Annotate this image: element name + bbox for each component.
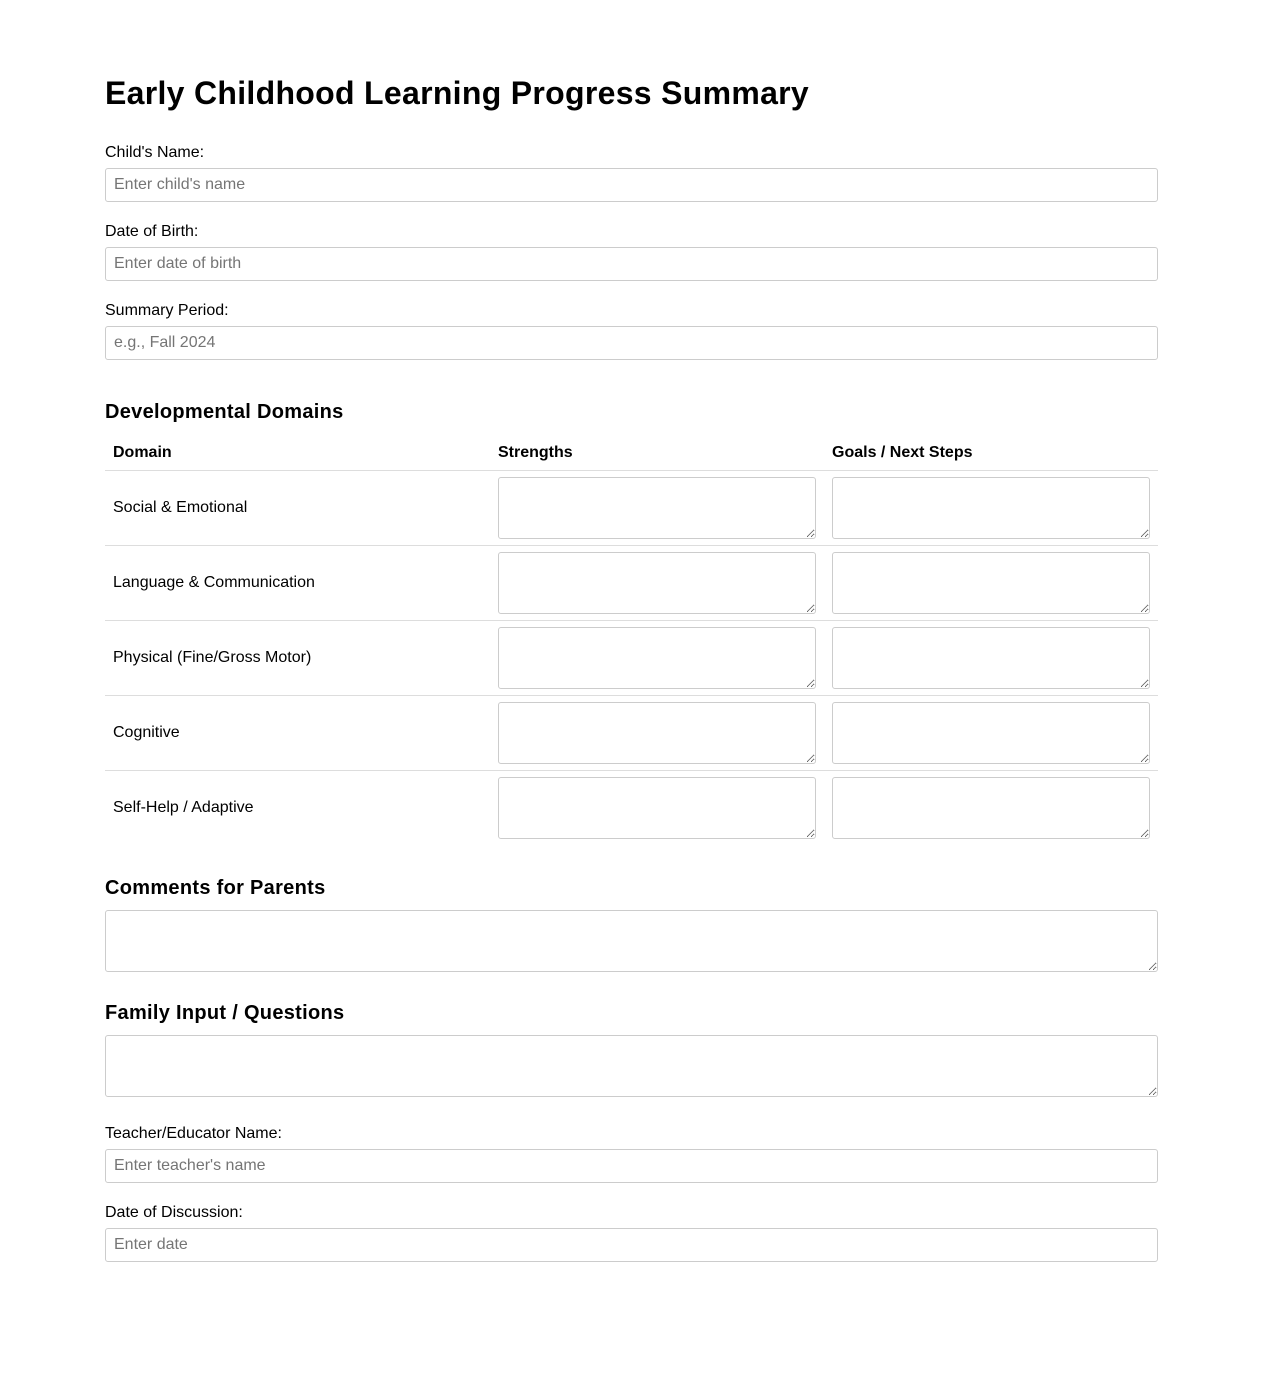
family-input-heading: Family Input / Questions — [105, 1002, 345, 1024]
domain-name: Language & Communication — [105, 546, 490, 621]
dob-input[interactable] — [105, 247, 1158, 281]
teacher-name-input[interactable] — [105, 1149, 1158, 1183]
child-name-input[interactable] — [105, 168, 1158, 202]
domains-table — [105, 436, 1158, 845]
strengths-textarea[interactable] — [498, 627, 816, 689]
domain-name: Social & Emotional — [105, 471, 490, 546]
column-header-goals: Goals / Next Steps — [824, 436, 1158, 471]
strengths-textarea[interactable] — [498, 477, 816, 539]
family-input-textarea[interactable] — [105, 1035, 1158, 1097]
domains-heading: Developmental Domains — [105, 401, 344, 423]
discussion-date-group — [105, 1204, 1158, 1262]
domain-name: Physical (Fine/Gross Motor) — [105, 621, 490, 696]
domain-name: Self-Help / Adaptive — [113, 799, 254, 816]
comments-textarea[interactable] — [105, 910, 1158, 972]
dob-label: Date of Birth: — [105, 223, 199, 240]
summary-period-group — [105, 302, 1158, 360]
summary-period-label: Summary Period: — [105, 302, 229, 319]
form-container — [105, 0, 1158, 1262]
goals-textarea[interactable] — [832, 552, 1150, 614]
strengths-textarea[interactable] — [498, 702, 816, 764]
table-row — [105, 771, 1158, 846]
table-row — [105, 696, 1158, 771]
teacher-name-label: Teacher/Educator Name: — [105, 1125, 282, 1142]
discussion-date-input[interactable] — [105, 1228, 1158, 1262]
summary-period-input[interactable] — [105, 326, 1158, 360]
table-header-row — [105, 436, 1158, 471]
child-name-group — [105, 144, 1158, 202]
goals-textarea[interactable] — [832, 702, 1150, 764]
column-header-strengths: Strengths — [490, 436, 824, 471]
goals-textarea[interactable] — [832, 627, 1150, 689]
strengths-textarea[interactable] — [498, 552, 816, 614]
domain-name: Cognitive — [105, 696, 490, 771]
page-title: Early Childhood Learning Progress Summary — [105, 75, 810, 111]
table-row — [105, 471, 1158, 546]
teacher-name-group — [105, 1125, 1158, 1183]
strengths-textarea[interactable] — [498, 777, 816, 839]
child-name-label: Child's Name: — [105, 144, 205, 161]
table-row — [105, 621, 1158, 696]
dob-group — [105, 223, 1158, 281]
goals-textarea[interactable] — [832, 777, 1150, 839]
table-row — [105, 546, 1158, 621]
goals-textarea[interactable] — [832, 477, 1150, 539]
discussion-date-label: Date of Discussion: — [105, 1204, 243, 1221]
comments-heading: Comments for Parents — [105, 877, 326, 899]
column-header-domain: Domain — [105, 436, 490, 471]
